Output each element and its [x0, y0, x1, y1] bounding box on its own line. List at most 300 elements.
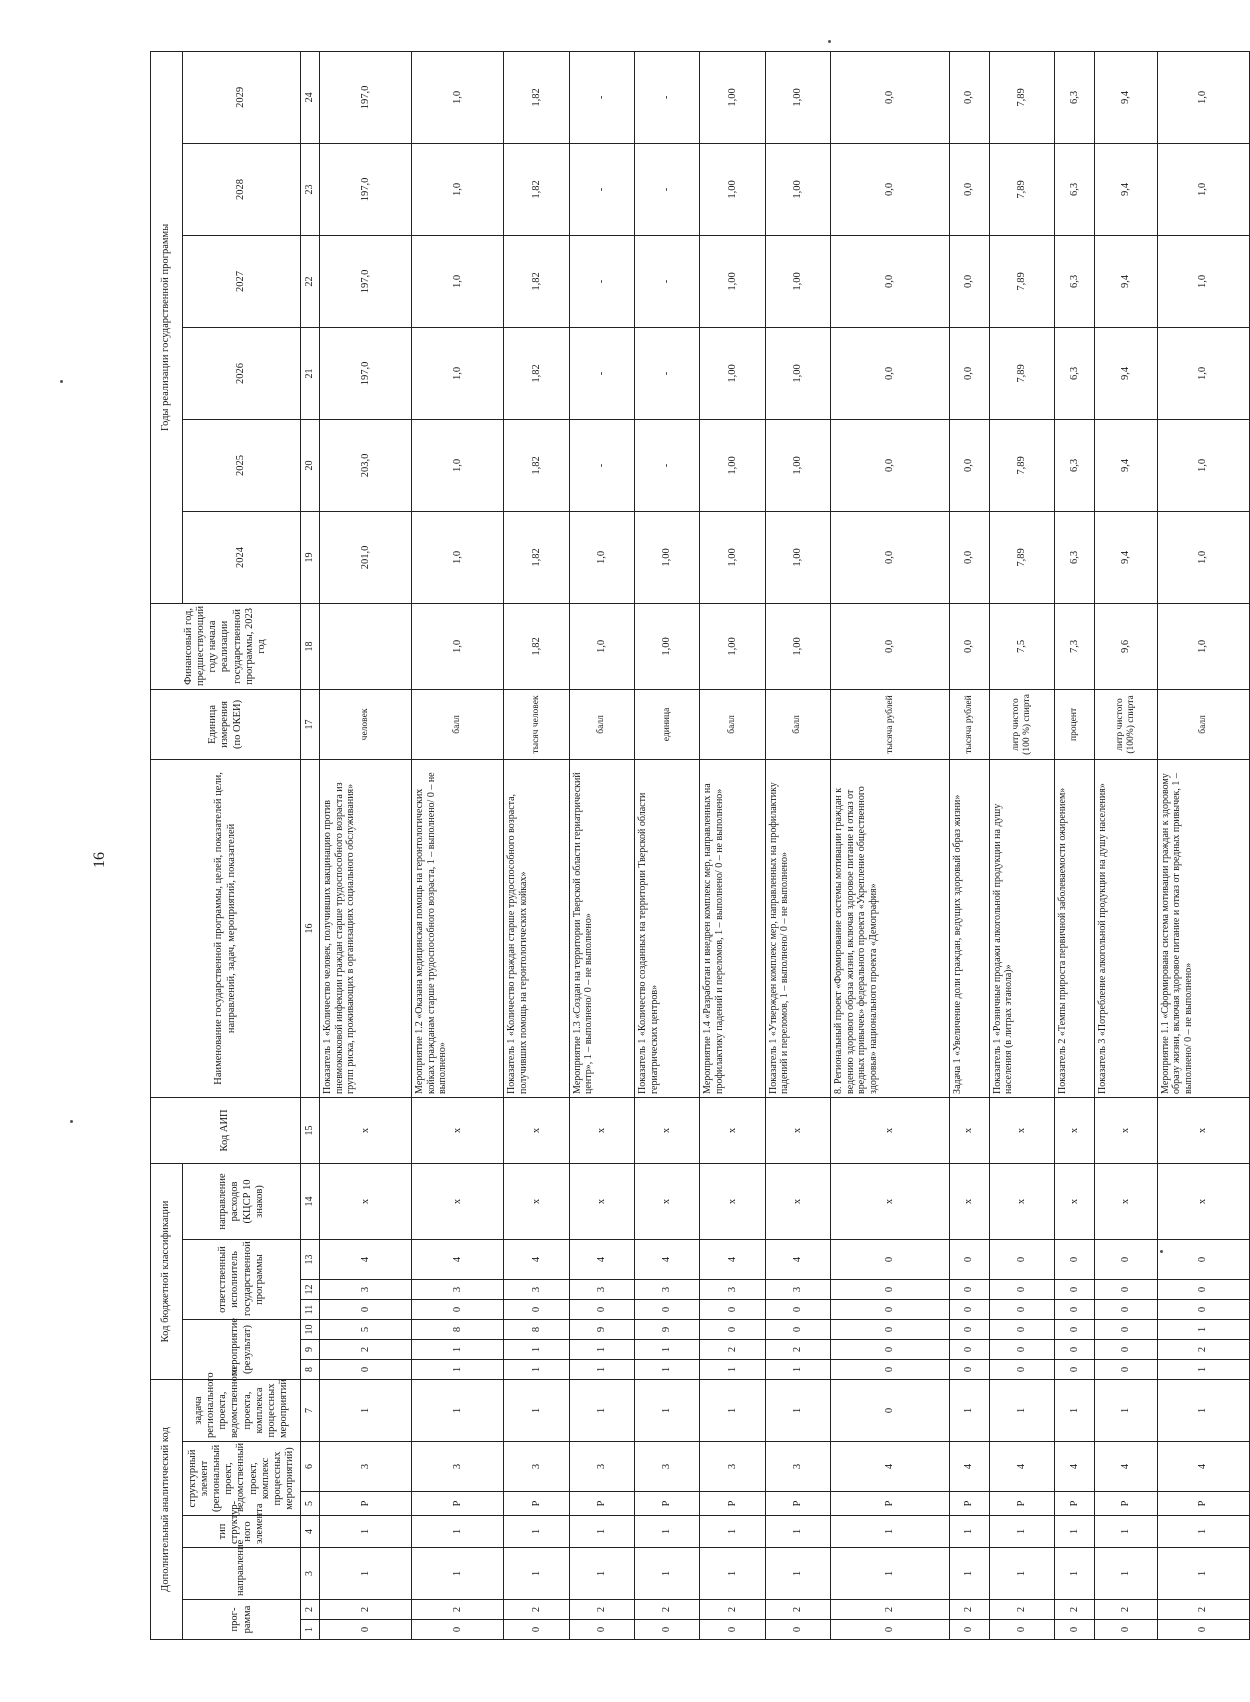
code-cell: 1 — [320, 1516, 412, 1548]
code-cell: 3 — [700, 1280, 765, 1300]
row-year-value: 0,0 — [950, 143, 990, 235]
row-year-value: 1,00 — [765, 51, 830, 143]
header-expense-direction: направление расходов (КЦСР 10 знаков) — [183, 1163, 301, 1239]
code-cell: 0 — [569, 1300, 634, 1320]
code-cell: 1 — [635, 1360, 700, 1380]
row-year-value: 197,0 — [320, 51, 412, 143]
header-year-2025: 2025 — [183, 419, 301, 511]
row-year-value: 0,0 — [831, 511, 950, 603]
code-cell: 0 — [1095, 1360, 1158, 1380]
row-year-value: 9,4 — [1095, 327, 1158, 419]
row-year-value: 1,82 — [504, 235, 569, 327]
row-base-year-value: 7,3 — [1055, 603, 1095, 689]
code-cell: х — [320, 1163, 412, 1239]
code-cell: 0 — [1095, 1620, 1158, 1640]
code-cell: 1 — [569, 1548, 634, 1600]
code-cell: 0 — [831, 1340, 950, 1360]
row-name: Показатель 1 «Количество человек, получивших вакцинацию против пневмококковой инфекции граждан старше трудоспособного возраста из групп риска, проживающих в организациях социального обслуживания» — [320, 759, 412, 1097]
code-cell: 4 — [1095, 1442, 1158, 1492]
code-cell: 3 — [320, 1280, 412, 1300]
row-year-value: 1,00 — [765, 511, 830, 603]
code-cell: 1 — [412, 1340, 504, 1360]
column-number: 2 — [301, 1600, 320, 1620]
row-name: Показатель 1 «Розничные продажи алкогольной продукции на душу населения (в литрах этанола)» — [989, 759, 1054, 1097]
row-unit: балл — [765, 689, 830, 759]
row-year-value: 1,0 — [569, 511, 634, 603]
code-cell: х — [700, 1163, 765, 1239]
row-year-value: 7,89 — [989, 143, 1054, 235]
row-unit: единица — [635, 689, 700, 759]
row-year-value: 0,0 — [831, 419, 950, 511]
header-direction: направление — [183, 1548, 301, 1600]
code-cell: 1 — [412, 1548, 504, 1600]
code-cell: 1 — [1055, 1548, 1095, 1600]
header-year-2024: 2024 — [183, 511, 301, 603]
row-year-value: 1,00 — [700, 327, 765, 419]
code-cell: 0 — [320, 1360, 412, 1380]
code-cell: 3 — [635, 1280, 700, 1300]
code-cell: х — [765, 1097, 830, 1163]
code-cell: 0 — [989, 1340, 1054, 1360]
row-year-value: - — [635, 327, 700, 419]
code-cell: х — [320, 1097, 412, 1163]
code-cell: 2 — [1095, 1600, 1158, 1620]
code-cell: 0 — [989, 1240, 1054, 1280]
code-cell: 0 — [700, 1300, 765, 1320]
row-year-value: - — [569, 235, 634, 327]
code-cell: 1 — [1157, 1320, 1249, 1340]
code-cell: 1 — [635, 1340, 700, 1360]
code-cell: 0 — [412, 1300, 504, 1320]
code-cell: 4 — [765, 1240, 830, 1280]
code-cell: х — [700, 1097, 765, 1163]
column-number: 18 — [301, 603, 320, 689]
code-cell: 0 — [635, 1300, 700, 1320]
header-aip-code: Код АИП — [151, 1097, 301, 1163]
code-cell: 1 — [1157, 1380, 1249, 1442]
code-cell: 0 — [1157, 1280, 1249, 1300]
row-base-year-value: 1,00 — [700, 603, 765, 689]
code-cell: 1 — [950, 1548, 990, 1600]
code-cell: 0 — [989, 1300, 1054, 1320]
code-cell: 1 — [1095, 1548, 1158, 1600]
table-row — [1055, 51, 1095, 1639]
code-cell: 0 — [765, 1620, 830, 1640]
code-cell: х — [412, 1163, 504, 1239]
column-number: 4 — [301, 1516, 320, 1548]
row-year-value: 1,00 — [700, 235, 765, 327]
code-cell: х — [504, 1163, 569, 1239]
row-year-value: 0,0 — [831, 143, 950, 235]
header-name: Наименование государственной программы, целей, показателей цели, направлений, задач, мероприятий, показателей — [151, 759, 301, 1097]
code-cell: 0 — [989, 1620, 1054, 1640]
code-cell: Р — [950, 1492, 990, 1516]
code-cell: 3 — [700, 1442, 765, 1492]
column-number: 24 — [301, 51, 320, 143]
code-cell: 0 — [569, 1620, 634, 1640]
row-name: Мероприятие 1.1 «Сформирована система мотивации граждан к здоровому образу жизни, включая здоровое питание и отказ от вредных привычек, 1 – выполнено/ 0 – не выполнено» — [1157, 759, 1249, 1097]
row-year-value: - — [635, 143, 700, 235]
code-cell: Р — [1157, 1492, 1249, 1516]
code-cell: 1 — [320, 1380, 412, 1442]
code-cell: 2 — [320, 1600, 412, 1620]
header-task: задача регионального проекта, ведомственного проекта, комплекса процессных мероприятий — [183, 1380, 301, 1442]
row-year-value: 0,0 — [831, 327, 950, 419]
code-cell: х — [1055, 1163, 1095, 1239]
row-name: Мероприятие 1.2 «Оказана медицинская помощь на геронтологических койках гражданам старше трудоспособного возраста, 1 – выполнено/ 0 – не выполнено» — [412, 759, 504, 1097]
row-base-year-value: 9,6 — [1095, 603, 1158, 689]
code-cell: 1 — [765, 1360, 830, 1380]
code-cell: х — [989, 1097, 1054, 1163]
code-cell: 0 — [950, 1620, 990, 1640]
header-analytic-code: Дополнительный аналитический код — [151, 1380, 183, 1640]
code-cell: Р — [412, 1492, 504, 1516]
column-number-row — [301, 51, 320, 1639]
row-year-value: 1,00 — [765, 419, 830, 511]
table-header — [151, 51, 301, 1639]
row-base-year-value: 7,5 — [989, 603, 1054, 689]
code-cell: 1 — [412, 1380, 504, 1442]
code-cell: 0 — [765, 1300, 830, 1320]
code-cell: 0 — [1055, 1320, 1095, 1340]
code-cell: 0 — [1055, 1280, 1095, 1300]
code-cell: 0 — [700, 1620, 765, 1640]
row-year-value: 1,0 — [412, 327, 504, 419]
code-cell: 0 — [1055, 1360, 1095, 1380]
code-cell: 2 — [1055, 1600, 1095, 1620]
row-year-value: 1,00 — [700, 419, 765, 511]
code-cell: 0 — [1095, 1320, 1158, 1340]
code-cell: 0 — [989, 1280, 1054, 1300]
table-row — [412, 51, 504, 1639]
code-cell: 3 — [569, 1442, 634, 1492]
column-number: 17 — [301, 689, 320, 759]
code-cell: 0 — [950, 1360, 990, 1380]
code-cell: 4 — [635, 1240, 700, 1280]
row-year-value: 7,89 — [989, 419, 1054, 511]
code-cell: 0 — [831, 1320, 950, 1340]
row-base-year-value: 1,00 — [765, 603, 830, 689]
code-cell: 0 — [989, 1360, 1054, 1380]
code-cell: 0 — [950, 1340, 990, 1360]
row-year-value: 1,00 — [700, 143, 765, 235]
row-year-value: 1,0 — [1157, 327, 1249, 419]
code-cell: 0 — [765, 1320, 830, 1340]
code-cell: Р — [1055, 1492, 1095, 1516]
row-unit: литр чистого (100%) спирта — [1095, 689, 1158, 759]
code-cell: 1 — [950, 1380, 990, 1442]
code-cell: Р — [765, 1492, 830, 1516]
header-struct-element: структурный элемент (региональный проект, ведомственный проект, комплекс процессных мероприятий) — [183, 1442, 301, 1516]
column-number: 15 — [301, 1097, 320, 1163]
row-year-value: 1,0 — [1157, 143, 1249, 235]
header-year-2028: 2028 — [183, 143, 301, 235]
code-cell: 1 — [504, 1360, 569, 1380]
code-cell: х — [765, 1163, 830, 1239]
code-cell: 3 — [504, 1442, 569, 1492]
code-cell: 4 — [504, 1240, 569, 1280]
row-unit: балл — [700, 689, 765, 759]
row-year-value: 0,0 — [950, 51, 990, 143]
code-cell: 1 — [1157, 1548, 1249, 1600]
code-cell: 0 — [831, 1620, 950, 1640]
row-year-value: 6,3 — [1055, 235, 1095, 327]
row-year-value: 7,89 — [989, 235, 1054, 327]
row-year-value: 197,0 — [320, 235, 412, 327]
row-year-value: 1,82 — [504, 51, 569, 143]
code-cell: 4 — [569, 1240, 634, 1280]
column-number: 1 — [301, 1620, 320, 1640]
row-base-year-value: 1,00 — [635, 603, 700, 689]
code-cell: 0 — [1095, 1300, 1158, 1320]
column-number: 19 — [301, 511, 320, 603]
row-year-value: 1,0 — [412, 51, 504, 143]
code-cell: 0 — [831, 1300, 950, 1320]
code-cell: 4 — [412, 1240, 504, 1280]
row-year-value: 1,0 — [412, 235, 504, 327]
code-cell: 2 — [1157, 1600, 1249, 1620]
code-cell: 3 — [569, 1280, 634, 1300]
code-cell: 4 — [700, 1240, 765, 1280]
code-cell: 2 — [320, 1340, 412, 1360]
row-year-value: 1,0 — [1157, 235, 1249, 327]
code-cell: 0 — [504, 1620, 569, 1640]
code-cell: 1 — [635, 1380, 700, 1442]
code-cell: 0 — [950, 1300, 990, 1320]
table-row — [989, 51, 1054, 1639]
code-cell: 0 — [831, 1360, 950, 1380]
row-base-year-value: 1,0 — [412, 603, 504, 689]
code-cell: 4 — [989, 1442, 1054, 1492]
code-cell: 4 — [1157, 1442, 1249, 1492]
scan-speck — [828, 40, 831, 43]
code-cell: 0 — [1157, 1300, 1249, 1320]
row-year-value: 7,89 — [989, 51, 1054, 143]
code-cell: 2 — [989, 1600, 1054, 1620]
row-name: Показатель 1 «Количество граждан старше трудоспособного возраста, получивших помощь на геронтологических койках» — [504, 759, 569, 1097]
column-number: 11 — [301, 1300, 320, 1320]
code-cell: 3 — [765, 1442, 830, 1492]
column-number: 10 — [301, 1320, 320, 1340]
program-table — [150, 51, 1250, 1640]
code-cell: 1 — [831, 1516, 950, 1548]
header-unit: Единица измерения (по ОКЕИ) — [151, 689, 301, 759]
header-year-2027: 2027 — [183, 235, 301, 327]
column-number: 13 — [301, 1240, 320, 1280]
code-cell: 0 — [1157, 1620, 1249, 1640]
row-year-value: 203,0 — [320, 419, 412, 511]
code-cell: 1 — [504, 1340, 569, 1360]
column-number: 3 — [301, 1548, 320, 1600]
row-base-year-value: 0,0 — [950, 603, 990, 689]
code-cell: 1 — [950, 1516, 990, 1548]
row-year-value: 201,0 — [320, 511, 412, 603]
table-row — [504, 51, 569, 1639]
row-year-value: - — [635, 235, 700, 327]
column-number: 23 — [301, 143, 320, 235]
header-budget-code: Код бюджетной классификации — [151, 1163, 183, 1379]
row-year-value: 1,00 — [765, 235, 830, 327]
row-year-value: 1,82 — [504, 143, 569, 235]
row-name: Мероприятие 1.4 «Разработан и внедрен комплекс мер, направленных на профилактику падений и переломов, 1 – выполнено/ 0 – не выполнено» — [700, 759, 765, 1097]
table-row — [320, 51, 412, 1639]
row-year-value: - — [635, 51, 700, 143]
row-unit: тысяча рублей — [950, 689, 990, 759]
code-cell: 9 — [569, 1320, 634, 1340]
code-cell: 4 — [831, 1442, 950, 1492]
row-year-value: 197,0 — [320, 327, 412, 419]
row-base-year-value: 1,82 — [504, 603, 569, 689]
row-year-value: 1,0 — [1157, 51, 1249, 143]
row-year-value: - — [569, 419, 634, 511]
table-row — [765, 51, 830, 1639]
row-unit: литр чистого (100 %) спирта — [989, 689, 1054, 759]
row-year-value: 9,4 — [1095, 51, 1158, 143]
code-cell: 2 — [635, 1600, 700, 1620]
code-cell: 8 — [412, 1320, 504, 1340]
code-cell: 1 — [504, 1516, 569, 1548]
code-cell: 1 — [569, 1340, 634, 1360]
code-cell: 0 — [1095, 1240, 1158, 1280]
code-cell: 2 — [950, 1600, 990, 1620]
code-cell: 3 — [635, 1442, 700, 1492]
row-year-value: 1,00 — [765, 143, 830, 235]
row-unit: процент — [1055, 689, 1095, 759]
row-unit: тысяч человек — [504, 689, 569, 759]
code-cell: 4 — [320, 1240, 412, 1280]
code-cell: 1 — [831, 1548, 950, 1600]
code-cell: 0 — [1055, 1340, 1095, 1360]
table-row — [569, 51, 634, 1639]
code-cell: 1 — [1055, 1380, 1095, 1442]
code-cell: 0 — [950, 1240, 990, 1280]
code-cell: 1 — [989, 1548, 1054, 1600]
table-body — [301, 51, 1250, 1639]
column-number: 7 — [301, 1380, 320, 1442]
scan-speck — [70, 1120, 73, 1123]
code-cell: 1 — [1157, 1516, 1249, 1548]
header-year-2029: 2029 — [183, 51, 301, 143]
code-cell: 3 — [412, 1442, 504, 1492]
code-cell: 1 — [569, 1516, 634, 1548]
header-program: прог-рамма — [183, 1600, 301, 1640]
code-cell: 0 — [504, 1300, 569, 1320]
row-year-value: 1,00 — [765, 327, 830, 419]
column-number: 14 — [301, 1163, 320, 1239]
row-year-value: 0,0 — [950, 419, 990, 511]
code-cell: 1 — [1095, 1380, 1158, 1442]
row-unit: балл — [412, 689, 504, 759]
header-executor: ответственный исполнитель государственной программы — [183, 1240, 301, 1320]
row-year-value: 1,0 — [1157, 511, 1249, 603]
code-cell: х — [989, 1163, 1054, 1239]
row-year-value: 9,4 — [1095, 235, 1158, 327]
row-year-value: - — [569, 51, 634, 143]
code-cell: 3 — [765, 1280, 830, 1300]
row-year-value: 0,0 — [950, 235, 990, 327]
table-row — [1157, 51, 1249, 1639]
rotated-table-wrapper — [150, 60, 1250, 1640]
code-cell: 0 — [635, 1620, 700, 1640]
code-cell: Р — [700, 1492, 765, 1516]
code-cell: 1 — [635, 1516, 700, 1548]
code-cell: 1 — [700, 1548, 765, 1600]
row-year-value: 1,00 — [700, 511, 765, 603]
code-cell: х — [1095, 1097, 1158, 1163]
column-number: 16 — [301, 759, 320, 1097]
row-year-value: 6,3 — [1055, 511, 1095, 603]
code-cell: 2 — [765, 1340, 830, 1360]
row-year-value: 6,3 — [1055, 51, 1095, 143]
row-base-year-value: 0,0 — [831, 603, 950, 689]
column-number: 6 — [301, 1442, 320, 1492]
row-year-value: 0,0 — [950, 327, 990, 419]
table-row — [700, 51, 765, 1639]
code-cell: 1 — [765, 1516, 830, 1548]
code-cell: х — [412, 1097, 504, 1163]
code-cell: х — [504, 1097, 569, 1163]
table-row — [831, 51, 950, 1639]
header-years-group: Годы реализации государственной программы — [151, 51, 183, 603]
code-cell: 8 — [504, 1320, 569, 1340]
row-year-value: 0,0 — [950, 511, 990, 603]
row-name: Задача 1 «Увеличение доли граждан, ведущих здоровый образ жизни» — [950, 759, 990, 1097]
column-number: 5 — [301, 1492, 320, 1516]
row-year-value: 1,0 — [1157, 419, 1249, 511]
row-name: Показатель 3 «Потребление алкогольной продукции на душу населения» — [1095, 759, 1158, 1097]
table-row — [635, 51, 700, 1639]
code-cell: 0 — [320, 1300, 412, 1320]
row-unit: балл — [569, 689, 634, 759]
row-year-value: 1,82 — [504, 511, 569, 603]
header-fin-year: Финансовый год, предшествующий году начала реализации государственной программы, 2023 год — [151, 603, 301, 689]
code-cell: 1 — [504, 1380, 569, 1442]
row-year-value: 6,3 — [1055, 327, 1095, 419]
code-cell: 1 — [700, 1516, 765, 1548]
code-cell: Р — [831, 1492, 950, 1516]
code-cell: 0 — [1095, 1280, 1158, 1300]
code-cell: 5 — [320, 1320, 412, 1340]
row-name: 8. Региональный проект «Формирование системы мотивации граждан к ведению здорового образа жизни, включая здоровое питание и отказ от вредных привычек» федерального проекта «Укрепление общественного здоровья» национального проекта «Демография» — [831, 759, 950, 1097]
row-year-value: 1,0 — [412, 419, 504, 511]
column-number: 12 — [301, 1280, 320, 1300]
code-cell: 1 — [504, 1548, 569, 1600]
code-cell: 0 — [320, 1620, 412, 1640]
row-name: Показатель 2 «Темпы прироста первичной заболеваемости ожирением» — [1055, 759, 1095, 1097]
code-cell: 0 — [412, 1620, 504, 1640]
code-cell: 1 — [989, 1516, 1054, 1548]
column-number: 8 — [301, 1360, 320, 1380]
scan-speck — [60, 380, 63, 383]
row-unit: человек — [320, 689, 412, 759]
code-cell: 2 — [765, 1600, 830, 1620]
code-cell: 3 — [504, 1280, 569, 1300]
code-cell: 0 — [1095, 1340, 1158, 1360]
row-unit: тысяча рублей — [831, 689, 950, 759]
table-row — [1095, 51, 1158, 1639]
row-year-value: - — [569, 327, 634, 419]
row-year-value: 1,82 — [504, 327, 569, 419]
code-cell: 0 — [831, 1280, 950, 1300]
code-cell: х — [1095, 1163, 1158, 1239]
code-cell: х — [950, 1097, 990, 1163]
row-year-value: 6,3 — [1055, 419, 1095, 511]
row-year-value: - — [635, 419, 700, 511]
row-year-value: 0,0 — [831, 235, 950, 327]
code-cell: 1 — [989, 1380, 1054, 1442]
code-cell: 1 — [700, 1380, 765, 1442]
row-name: Показатель 1 «Утвержден комплекс мер, направленных на профилактику падений и переломов, 1 – выполнено/ 0 – не выполнено» — [765, 759, 830, 1097]
